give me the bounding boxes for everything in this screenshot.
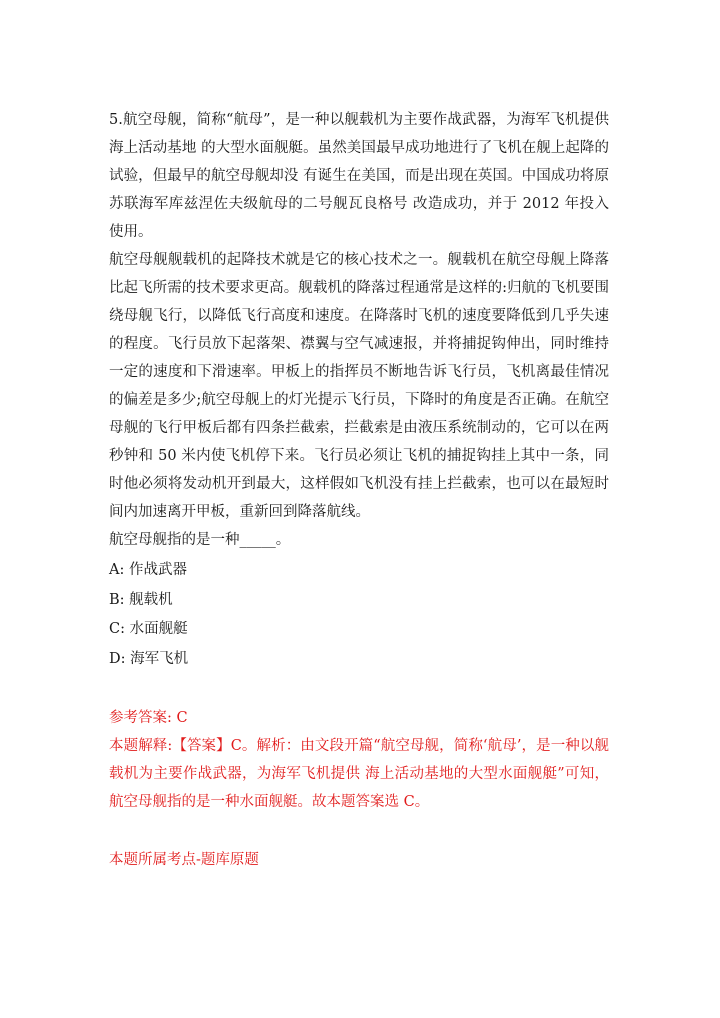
reference-answer: 参考答案: C: [109, 710, 188, 726]
question-stem: 航空母舰指的是一种_____。: [109, 532, 291, 548]
question-content: [109, 106, 609, 889]
option-b: B: 舰载机: [109, 591, 173, 608]
topic-label: 本题所属考点-题库原题: [109, 852, 259, 868]
answer-explanation: 本题解释:【答案】C。解析：由文段开篇“航空母舰，简称‘航母’，是一种以舰载机为主要作战武器，为海军飞机提供 海上活动基地的大型水面舰艇”可知，航空母舰指的是一种水面舰艇。故本题答案选 C。: [109, 738, 609, 810]
option-c: C: 水面舰艇: [109, 621, 188, 637]
passage-paragraph-2: 航空母舰舰载机的起降技术就是它的核心技术之一。舰载机在航空母舰上降落比起飞所需的技术要求更高。舰载机的降落过程通常是这样的:归航的飞机要围绕母舰飞行，以降低飞行高度和速度。在降落时飞机的速度要降低到几乎失速的程度。飞行员放下起落架、襟翼与空气减速报，并将捕捉钩伸出，同时维持一定的速度和下滑速率。甲板上的指挥员不断地告诉飞行员，飞机离最佳情况的偏差是多少;航空母舰上的灯光提示飞行员，下降时的角度是否正确。在航空母舰的飞行甲板后都有四条拦截索，拦截索是由液压系统制动的，它可以在两秒钟和 50 米内使飞机停下来。飞行员必须让飞机的捕捉钩挂上其中一条，同时他必须将发动机开到最大，这样假如飞机没有挂上拦截索，也可以在最短时间内加速离开甲板，重新回到降落航线。: [109, 252, 609, 520]
passage-paragraph-1: 5.航空母舰，简称“航母”，是一种以舰载机为主要作战武器，为海军飞机提供海上活动基地 的大型水面舰艇。虽然美国最早成功地进行了飞机在舰上起降的试验，但最早的航空母舰却没 有诞生在美国，而是出现在英国。中国成功将原苏联海军库兹涅佐夫级航母的二号舰瓦良格号 改造成功，并于 2012 年投入使用。: [109, 112, 609, 240]
answer-block: [109, 704, 609, 816]
option-a: A: 作战武器: [109, 562, 187, 578]
option-d: D: 海军飞机: [109, 650, 189, 667]
options-list: [109, 556, 609, 674]
